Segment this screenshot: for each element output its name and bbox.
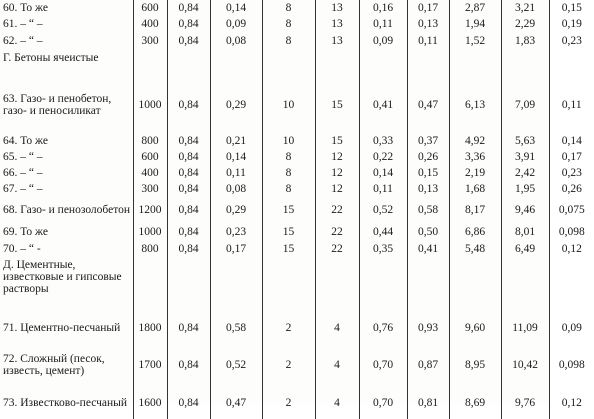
value-cell	[549, 258, 594, 313]
value-cell	[210, 258, 262, 313]
value-cell: 0,26	[407, 150, 449, 165]
value-cell: 2	[262, 343, 315, 387]
value-cell: 0,35	[359, 241, 407, 258]
value-cell: 400	[133, 165, 167, 182]
value-cell: 0,41	[407, 241, 449, 258]
table-row	[0, 197, 594, 224]
value-cell: 0,13	[407, 182, 449, 197]
value-cell	[359, 51, 407, 77]
row-label-cell: 64. То же	[3, 135, 48, 148]
value-cell: 9,60	[449, 313, 501, 343]
value-cell: 300	[133, 182, 167, 197]
value-cell: 7,09	[501, 77, 549, 133]
value-cell	[449, 258, 501, 313]
value-cell: 0,23	[549, 165, 594, 182]
value-cell: 0,098	[549, 343, 594, 387]
table-row	[0, 313, 594, 343]
value-cell: 0,08	[210, 182, 262, 197]
value-cell: 300	[133, 32, 167, 51]
table-row	[0, 241, 594, 258]
value-cell: 0,70	[359, 343, 407, 387]
value-cell: 12	[315, 165, 359, 182]
value-cell: 0,47	[210, 387, 262, 419]
value-cell	[501, 51, 549, 77]
value-cell: 0,075	[549, 197, 594, 224]
value-cell: 0,58	[407, 197, 449, 224]
value-cell: 400	[133, 17, 167, 32]
value-cell: 0,84	[167, 241, 210, 258]
value-cell: 1800	[133, 313, 167, 343]
value-cell	[549, 51, 594, 77]
value-cell: 4	[315, 343, 359, 387]
row-label-cell: 60. То же	[3, 2, 48, 15]
value-cell: 8	[262, 17, 315, 32]
value-cell: 15	[262, 241, 315, 258]
value-cell: 0,84	[167, 165, 210, 182]
value-cell	[133, 51, 167, 77]
value-cell: 0,11	[210, 165, 262, 182]
row-label-cell: 72. Сложный (песок, известь, цемент)	[3, 352, 105, 377]
row-label-cell: Д. Цементные, известковые и гипсовые растворы	[3, 259, 122, 296]
value-cell: 22	[315, 241, 359, 258]
value-cell	[501, 258, 549, 313]
value-cell: 8	[262, 32, 315, 51]
value-cell: 4	[315, 387, 359, 419]
value-cell: 6,13	[449, 77, 501, 133]
value-cell: 0,29	[210, 77, 262, 133]
value-cell: 1700	[133, 343, 167, 387]
row-label-cell: 65. – “ –	[3, 151, 43, 164]
value-cell: 2,19	[449, 165, 501, 182]
value-cell	[315, 258, 359, 313]
value-cell: 12	[315, 182, 359, 197]
value-cell: 0,15	[407, 165, 449, 182]
value-cell	[449, 51, 501, 77]
value-cell: 0,08	[210, 32, 262, 51]
row-label-cell: Г. Бетоны ячеистые	[3, 52, 99, 64]
value-cell: 8	[262, 0, 315, 17]
value-cell: 13	[315, 0, 359, 17]
value-cell: 0,22	[359, 150, 407, 165]
value-cell: 9,46	[501, 197, 549, 224]
value-cell: 8,95	[449, 343, 501, 387]
value-cell: 22	[315, 224, 359, 241]
value-cell: 0,14	[210, 0, 262, 17]
value-cell: 5,48	[449, 241, 501, 258]
value-cell: 0,76	[359, 313, 407, 343]
value-cell: 1,94	[449, 17, 501, 32]
value-cell: 0,17	[549, 150, 594, 165]
value-cell: 0,33	[359, 133, 407, 150]
value-cell: 0,11	[359, 17, 407, 32]
value-cell: 0,23	[210, 224, 262, 241]
value-cell: 6,49	[501, 241, 549, 258]
value-cell: 10,42	[501, 343, 549, 387]
value-cell: 0,13	[407, 17, 449, 32]
table-row	[0, 17, 594, 32]
value-cell: 0,11	[359, 182, 407, 197]
value-cell: 0,84	[167, 17, 210, 32]
row-label-cell: 71. Цементно-песчаный	[3, 321, 121, 334]
value-cell: 0,14	[359, 165, 407, 182]
value-cell: 0,17	[407, 0, 449, 17]
value-cell: 0,09	[359, 32, 407, 51]
value-cell: 2	[262, 313, 315, 343]
value-cell: 0,44	[359, 224, 407, 241]
value-cell: 3,91	[501, 150, 549, 165]
value-cell: 1,95	[501, 182, 549, 197]
value-cell: 0,84	[167, 387, 210, 419]
value-cell: 1000	[133, 224, 167, 241]
section-row	[0, 258, 594, 313]
value-cell: 22	[315, 197, 359, 224]
table-row	[0, 133, 594, 150]
value-cell	[262, 51, 315, 77]
value-cell: 0,84	[167, 133, 210, 150]
value-cell: 2,87	[449, 0, 501, 17]
table-row	[0, 32, 594, 51]
value-cell: 800	[133, 241, 167, 258]
value-cell: 0,93	[407, 313, 449, 343]
value-cell: 0,23	[549, 32, 594, 51]
value-cell	[133, 258, 167, 313]
value-cell: 0,84	[167, 150, 210, 165]
value-cell	[315, 51, 359, 77]
value-cell: 4,92	[449, 133, 501, 150]
value-cell: 0,12	[549, 387, 594, 419]
value-cell: 1,52	[449, 32, 501, 51]
row-label-cell: 61. – “ –	[3, 18, 43, 31]
value-cell	[262, 258, 315, 313]
row-label-cell: 66. – “ –	[3, 167, 43, 180]
value-cell: 0,84	[167, 32, 210, 51]
value-cell: 8,17	[449, 197, 501, 224]
value-cell: 0,098	[549, 224, 594, 241]
value-cell: 0,84	[167, 224, 210, 241]
value-cell: 3,36	[449, 150, 501, 165]
row-label-cell: 73. Известково-песчаный	[3, 396, 128, 409]
value-cell: 0,50	[407, 224, 449, 241]
value-cell	[210, 51, 262, 77]
table-row	[0, 343, 594, 387]
value-cell: 8	[262, 165, 315, 182]
value-cell: 0,84	[167, 0, 210, 17]
value-cell: 5,63	[501, 133, 549, 150]
value-cell: 600	[133, 0, 167, 17]
value-cell: 0,15	[549, 0, 594, 17]
value-cell: 2,29	[501, 17, 549, 32]
value-cell: 1000	[133, 77, 167, 133]
value-cell: 0,58	[210, 313, 262, 343]
value-cell: 0,11	[549, 77, 594, 133]
value-cell: 0,17	[210, 241, 262, 258]
value-cell: 12	[315, 150, 359, 165]
value-cell: 0,09	[210, 17, 262, 32]
table-row	[0, 387, 594, 419]
value-cell: 0,47	[407, 77, 449, 133]
value-cell: 13	[315, 32, 359, 51]
value-cell: 0,41	[359, 77, 407, 133]
value-cell: 8,69	[449, 387, 501, 419]
value-cell: 9,76	[501, 387, 549, 419]
value-cell: 0,11	[407, 32, 449, 51]
value-cell	[407, 51, 449, 77]
value-cell: 13	[315, 17, 359, 32]
value-cell: 10	[262, 133, 315, 150]
value-cell: 0,37	[407, 133, 449, 150]
value-cell: 15	[262, 197, 315, 224]
value-cell: 0,16	[359, 0, 407, 17]
value-cell	[407, 258, 449, 313]
table-row	[0, 0, 594, 17]
value-cell: 0,09	[549, 313, 594, 343]
table-row	[0, 150, 594, 165]
value-cell: 0,19	[549, 17, 594, 32]
value-cell: 15	[315, 77, 359, 133]
value-cell: 11,09	[501, 313, 549, 343]
row-label-cell: 69. То же	[3, 226, 48, 239]
value-cell: 0,12	[549, 241, 594, 258]
value-cell: 6,86	[449, 224, 501, 241]
value-cell: 0,87	[407, 343, 449, 387]
value-cell: 0,70	[359, 387, 407, 419]
value-cell: 3,21	[501, 0, 549, 17]
value-cell: 1600	[133, 387, 167, 419]
value-cell: 0,84	[167, 313, 210, 343]
value-cell: 0,14	[549, 133, 594, 150]
value-cell: 15	[262, 224, 315, 241]
value-cell: 2,42	[501, 165, 549, 182]
row-label-cell: 70. – “ -	[3, 243, 41, 256]
row-label-cell: 63. Газо- и пенобетон, газо- и пеносиликат	[3, 92, 112, 117]
value-cell: 0,29	[210, 197, 262, 224]
value-cell: 0,81	[407, 387, 449, 419]
table-row	[0, 182, 594, 197]
value-cell	[167, 51, 210, 77]
row-label-cell: 67. – “ –	[3, 183, 43, 196]
value-cell: 600	[133, 150, 167, 165]
row-label-cell: 62. – “ –	[3, 35, 43, 48]
section-row	[0, 51, 594, 77]
value-cell: 1200	[133, 197, 167, 224]
value-cell: 1,68	[449, 182, 501, 197]
table-row	[0, 165, 594, 182]
value-cell: 0,84	[167, 182, 210, 197]
value-cell	[359, 258, 407, 313]
value-cell: 15	[315, 133, 359, 150]
value-cell: 8	[262, 150, 315, 165]
value-cell: 10	[262, 77, 315, 133]
table-row	[0, 224, 594, 241]
value-cell: 0,14	[210, 150, 262, 165]
table-row	[0, 77, 594, 133]
value-cell: 0,26	[549, 182, 594, 197]
value-cell: 0,84	[167, 197, 210, 224]
value-cell: 0,84	[167, 343, 210, 387]
value-cell	[167, 258, 210, 313]
value-cell: 2	[262, 387, 315, 419]
value-cell: 8,01	[501, 224, 549, 241]
value-cell: 0,52	[210, 343, 262, 387]
row-label-cell: 68. Газо- и пенозолобетон	[3, 204, 130, 217]
value-cell: 8	[262, 182, 315, 197]
value-cell: 0,84	[167, 77, 210, 133]
value-cell: 800	[133, 133, 167, 150]
value-cell: 0,21	[210, 133, 262, 150]
value-cell: 4	[315, 313, 359, 343]
value-cell: 1,83	[501, 32, 549, 51]
value-cell: 0,52	[359, 197, 407, 224]
